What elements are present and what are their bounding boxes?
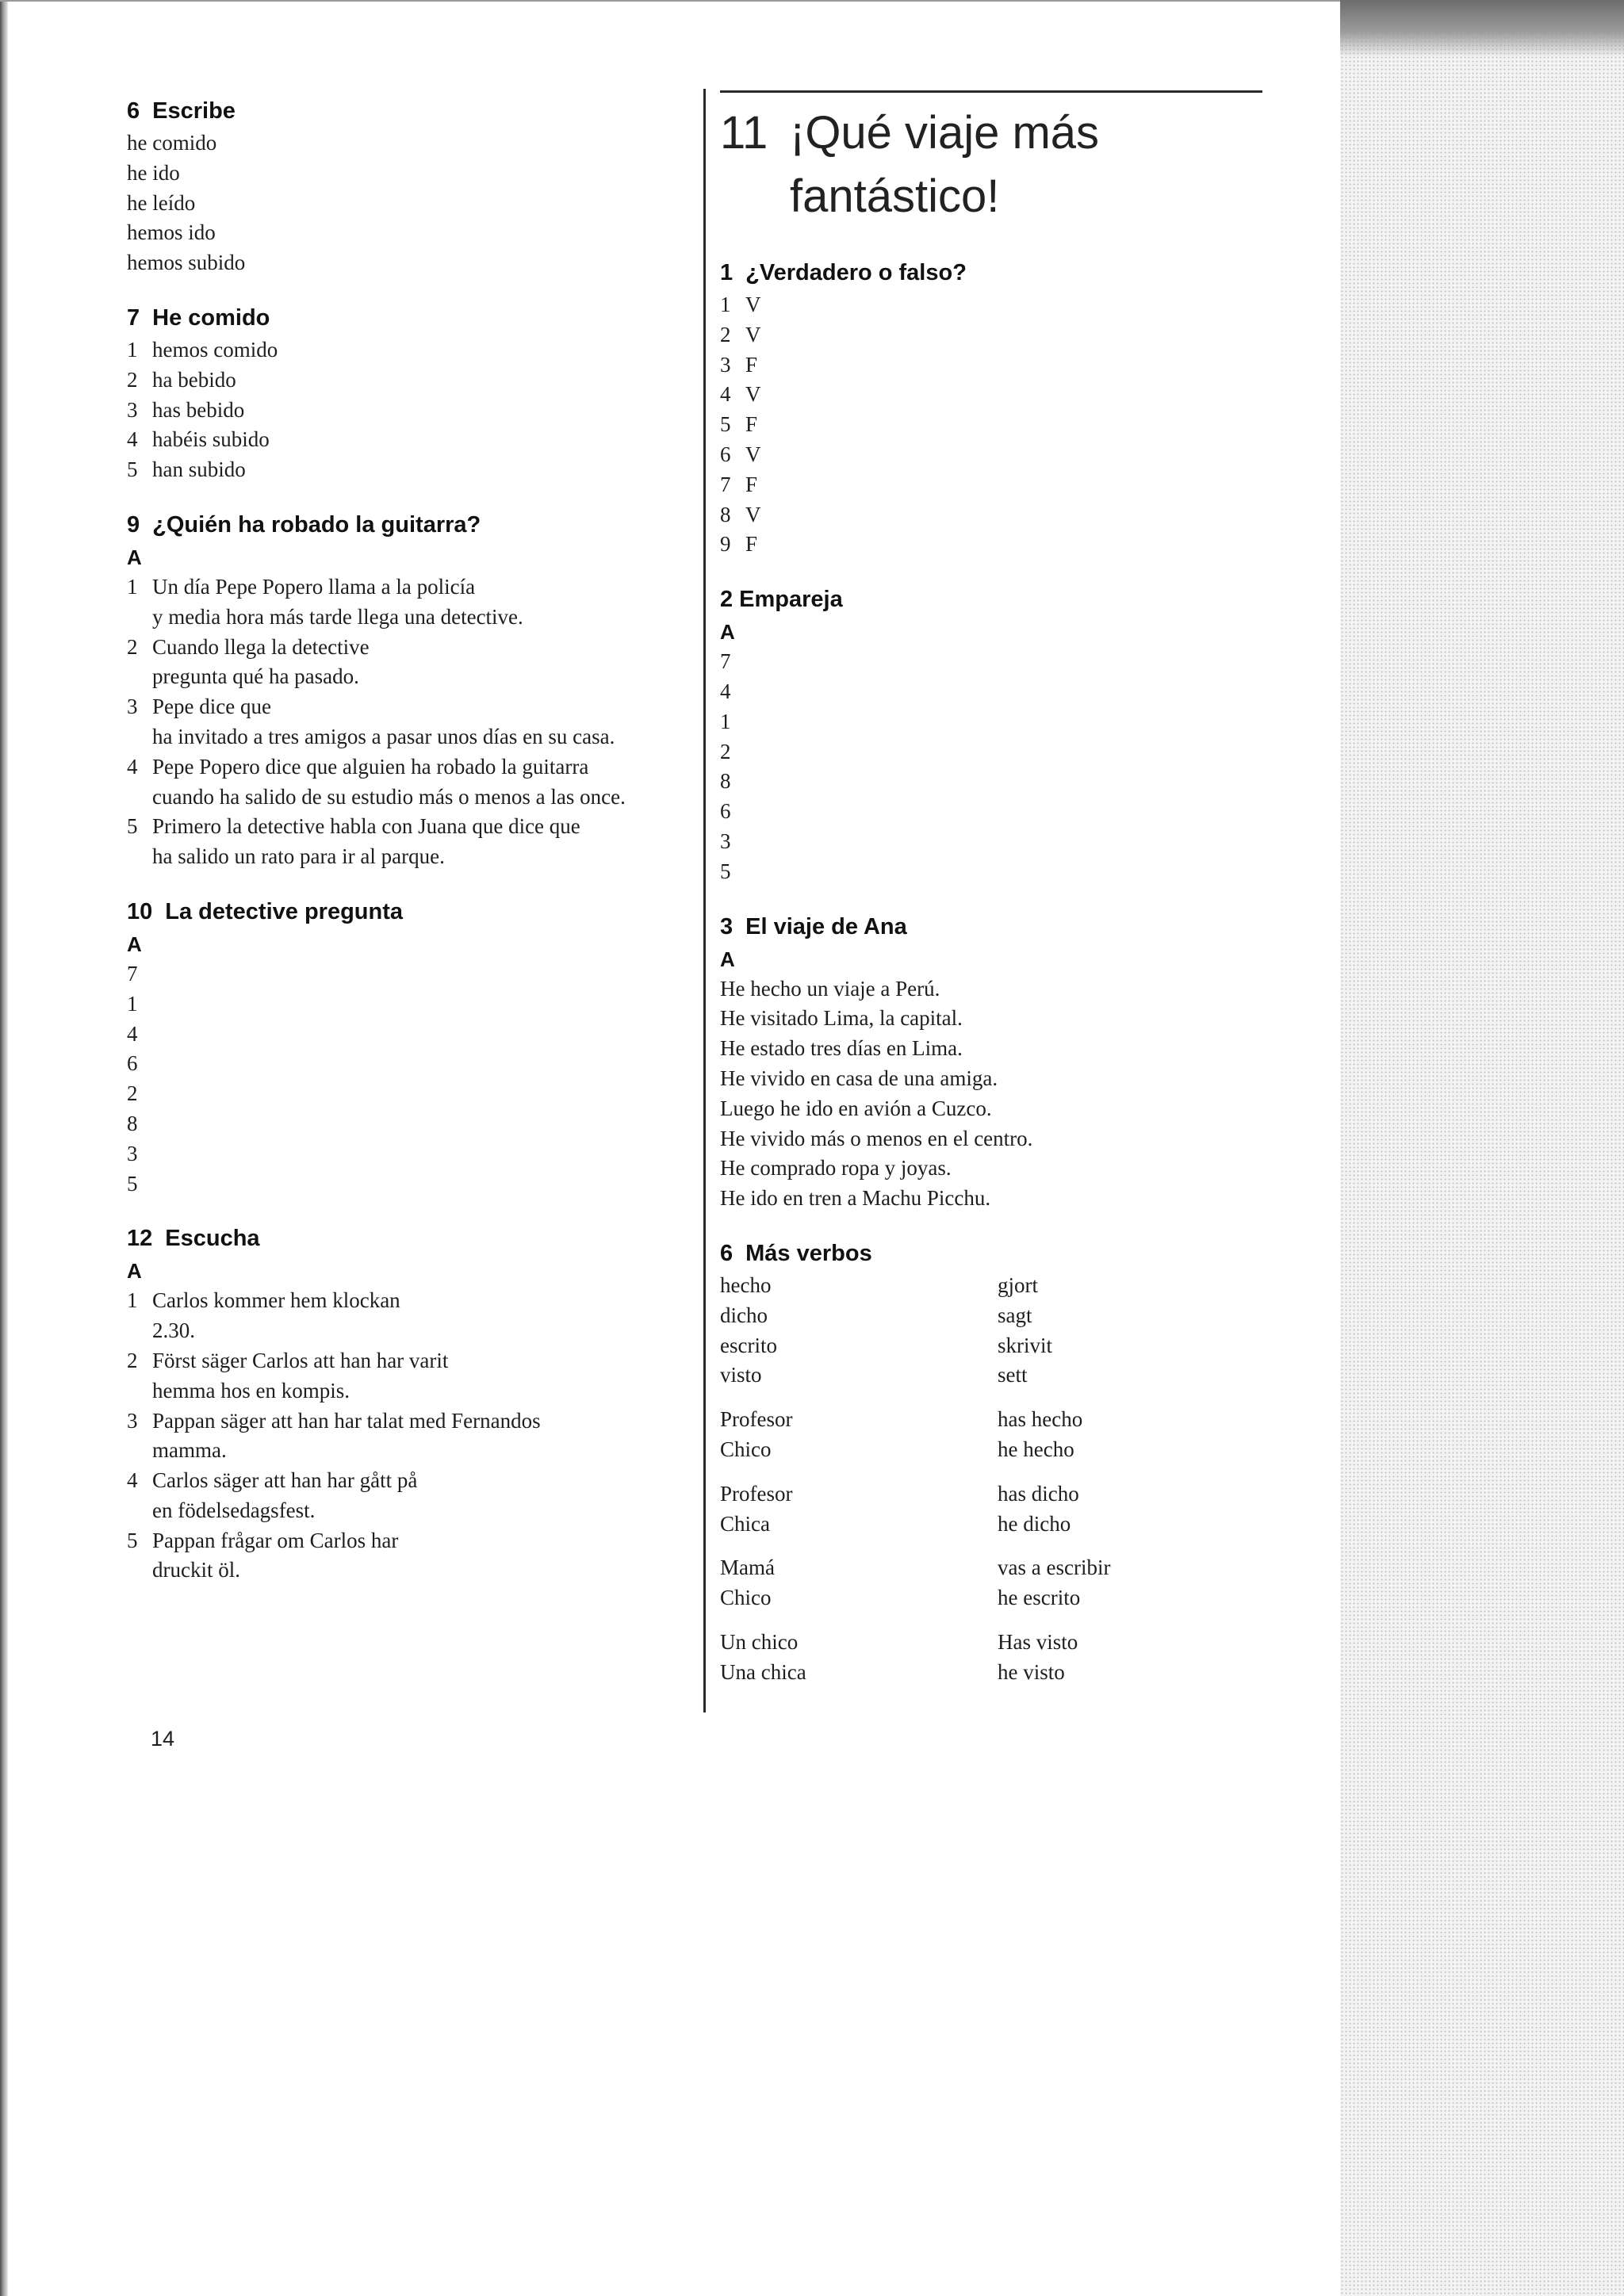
answer-line: 2: [720, 739, 731, 763]
section-he-comido: [127, 300, 698, 485]
section-heading: 1 ¿Verdadero o falso?: [720, 260, 967, 285]
answer-line: he leído: [127, 190, 196, 215]
numbered-answer: 4 Carlos säger att han har gått på en födelsedagsfest.: [127, 1468, 418, 1522]
answer-line: He comprado ropa y joyas.: [720, 1156, 952, 1181]
section-heading: 7 He comido: [127, 304, 270, 331]
numbered-answer: 2 Först säger Carlos att han har varit hemma hos en kompis.: [127, 1348, 449, 1402]
numbered-answer: 1 Un día Pepe Popero llama a la policía y media hora más tarde llega una detective.: [127, 574, 523, 629]
section-heading: 6 Más verbos: [720, 1240, 872, 1266]
section-escucha: [127, 1221, 698, 1586]
left-column: [127, 94, 698, 1586]
sub-label: A: [127, 1259, 142, 1284]
answer-line: 8: [127, 1111, 138, 1135]
sub-label: A: [127, 545, 142, 569]
section-heading: 9 ¿Quién ha robado la guitarra?: [127, 511, 481, 538]
scan-top-edge: [0, 0, 1340, 2]
numbered-answer: 1 V: [720, 293, 761, 316]
answer-line: He visitado Lima, la capital.: [720, 1006, 963, 1031]
numbered-answer: 4 habéis subido: [127, 427, 270, 452]
answer-line: 4: [720, 679, 731, 703]
answer-line: He ido en tren a Machu Picchu.: [720, 1186, 991, 1211]
numbered-answer: 7 F: [720, 472, 758, 496]
answer-line: he comido: [127, 131, 217, 155]
verb-pairs: [720, 1271, 1267, 1688]
section-heading: 10 La detective pregunta: [127, 898, 404, 924]
scan-margin-right: [1340, 0, 1624, 2296]
section-heading: 3 El viaje de Ana: [720, 913, 907, 939]
verb-pair-row: Chica he dicho: [720, 1511, 1071, 1536]
answer-line: 1: [720, 709, 731, 733]
numbered-answer: 5 Pappan frågar om Carlos har druckit öl.: [127, 1528, 399, 1582]
section-escribe: [127, 94, 698, 278]
answer-line: 8: [720, 769, 731, 794]
numbered-answer: 3 Pepe dice que ha invitado a tres amigos a pasar unos días en su casa.: [127, 695, 615, 748]
section-empareja: [720, 582, 1267, 886]
numbered-answer: 5 F: [720, 412, 758, 437]
scan-shadow-top-right: [1340, 0, 1624, 57]
answer-line: hemos ido: [127, 220, 216, 245]
answer-line: hemos subido: [127, 251, 246, 275]
answer-line: 4: [127, 1021, 138, 1046]
numbered-answer: 2 Cuando llega la detective pregunta qué ha pasado.: [127, 634, 370, 689]
section-heading: 2 Empareja: [720, 587, 843, 613]
verb-pair-row: hecho gjort: [720, 1272, 1038, 1297]
chapter-title: 11 ¡Qué viaje más fantástico!: [720, 101, 1267, 228]
answer-line: Luego he ido en avión a Cuzco.: [720, 1096, 992, 1120]
numbered-answer: 8 V: [720, 502, 761, 526]
verb-pair-row: Una chica he visto: [720, 1659, 1065, 1684]
numbered-answer: 3 Pappan säger att han har talat med Fernandos mamma.: [127, 1408, 541, 1463]
section-el-viaje-de-ana: [720, 909, 1267, 1214]
answer-line: 2: [127, 1081, 138, 1106]
numbered-answer: 1 Carlos kommer hem klockan 2.30.: [127, 1288, 400, 1343]
answer-line: 7: [720, 649, 731, 674]
numbered-answer: 2 V: [720, 322, 761, 346]
answer-line: 5: [127, 1171, 138, 1196]
sub-label: A: [720, 620, 735, 645]
answer-line: 7: [127, 961, 138, 985]
section-mas-verbos: [720, 1236, 1267, 1688]
right-column: [720, 87, 1267, 1687]
section-la-detective-pregunta: [127, 894, 698, 1199]
verb-pair-row: Chico he hecho: [720, 1437, 1074, 1461]
section-heading: 12 Escucha: [127, 1226, 260, 1252]
section-quien-ha-robado: [127, 507, 698, 872]
answer-line: 5: [720, 859, 731, 883]
chapter-number: 11: [720, 107, 768, 159]
verb-pair-row: Un chico Has visto: [720, 1629, 1078, 1654]
verb-pair-row: Mamá vas a escribir: [720, 1556, 1111, 1580]
numbered-answer: 2 ha bebido: [127, 367, 236, 392]
numbered-answer: 4 Pepe Popero dice que alguien ha robado la guitarra cuando ha salido de su estudio más o menos a las once.: [127, 754, 626, 809]
section-verdadero-o-falso: [720, 255, 1267, 560]
sub-label: A: [720, 947, 735, 971]
answer-line: He vivido más o menos en el centro.: [720, 1126, 1033, 1150]
answer-line: he ido: [127, 160, 180, 185]
answer-line: 3: [720, 828, 731, 853]
numbered-answer: 4 V: [720, 382, 761, 407]
numbered-answer: 5 Primero la detective habla con Juana que dice que ha salido un rato para ir al parque.: [127, 814, 580, 869]
numbered-answer: 5 han subido: [127, 457, 246, 482]
verb-pair-row: Profesor has dicho: [720, 1481, 1079, 1506]
answer-line: 1: [127, 991, 138, 1016]
section-heading: 6 Escribe: [127, 98, 236, 124]
answer-line: He hecho un viaje a Perú.: [720, 976, 940, 1001]
numbered-answer: 1 hemos comido: [127, 337, 278, 362]
verb-pair-row: Profesor has hecho: [720, 1407, 1083, 1432]
scan-edge-left: [0, 0, 8, 2296]
page-number: 14: [151, 1727, 175, 1751]
sub-label: A: [127, 932, 142, 956]
numbered-answer: 3 has bebido: [127, 397, 245, 422]
numbered-answer: 3 F: [720, 352, 758, 377]
verb-pair-row: visto sett: [720, 1363, 1028, 1387]
numbered-answer: 9 F: [720, 532, 758, 557]
verb-pair-row: Chico he escrito: [720, 1586, 1081, 1610]
answer-line: 3: [127, 1141, 138, 1165]
numbered-answer: 6 V: [720, 442, 761, 466]
answer-line: 6: [127, 1051, 138, 1076]
answer-line: 6: [720, 799, 731, 824]
verb-pair-row: dicho sagt: [720, 1303, 1032, 1327]
verb-pair-row: escrito skrivit: [720, 1333, 1053, 1357]
answer-line: He vivido en casa de una amiga.: [720, 1066, 998, 1090]
column-divider: [703, 89, 706, 1712]
answer-line: He estado tres días en Lima.: [720, 1036, 963, 1061]
